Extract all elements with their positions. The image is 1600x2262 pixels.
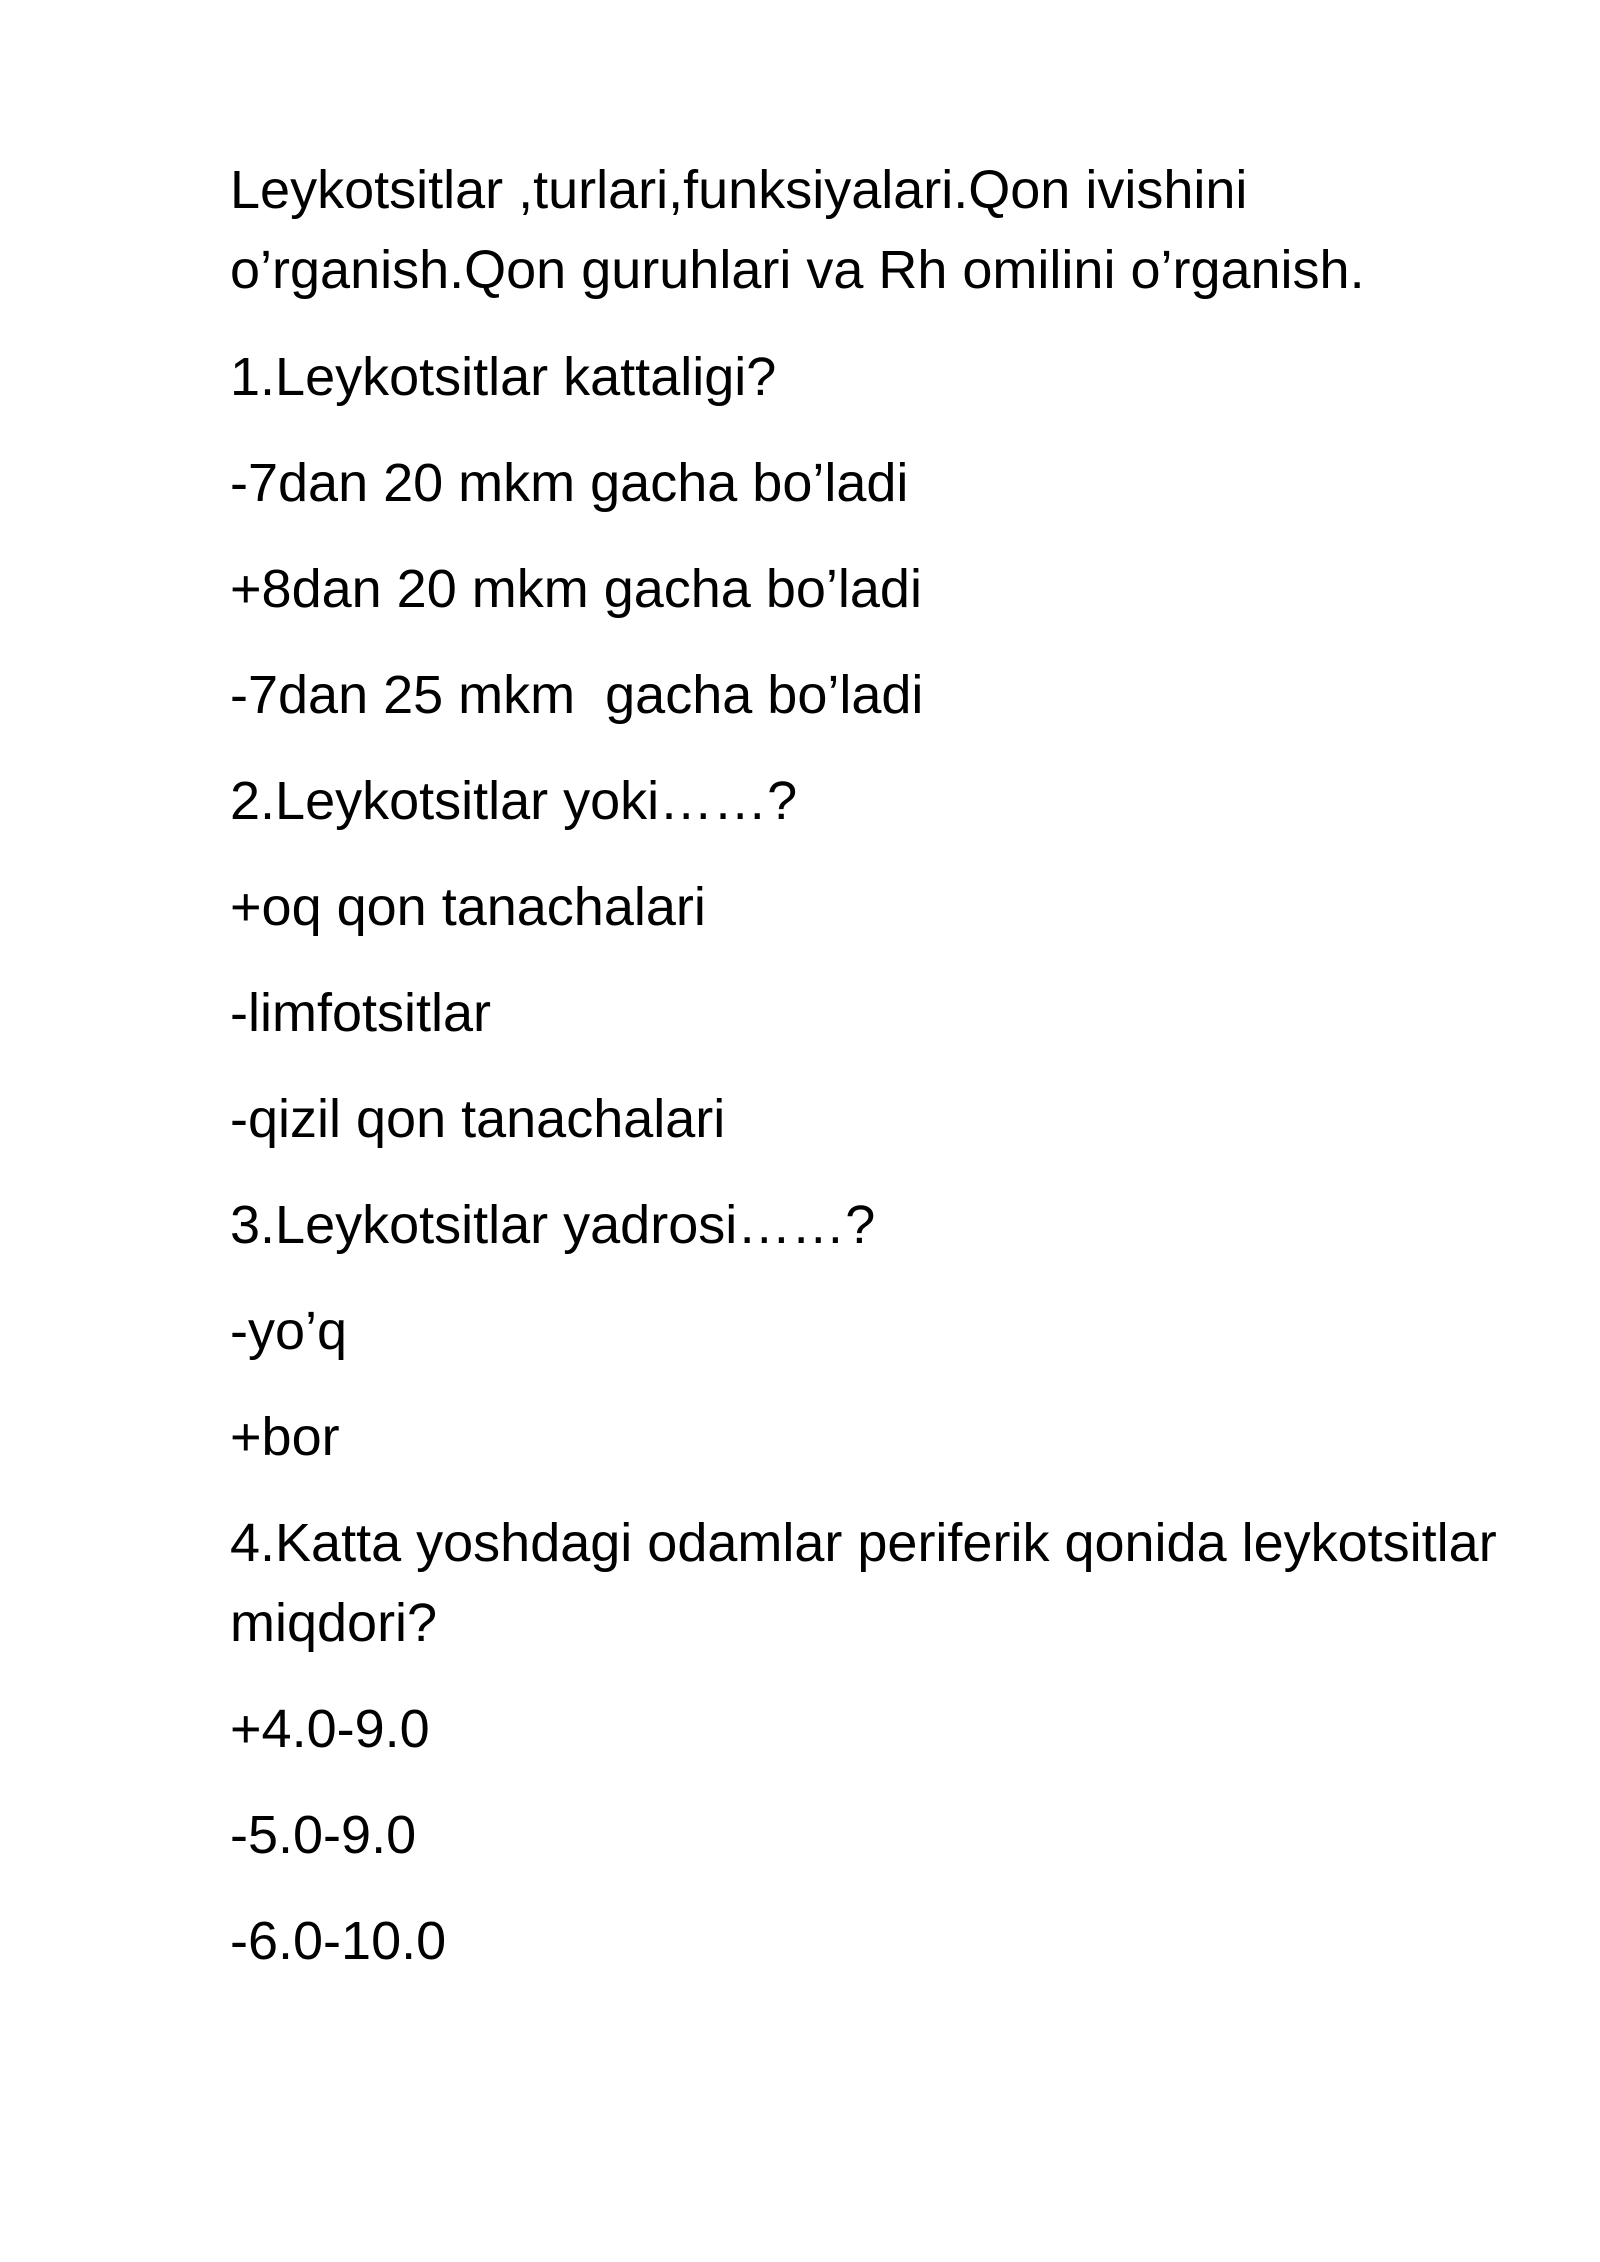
answer-option-correct: +4.0-9.0 bbox=[230, 1699, 430, 1759]
answer-option: -5.0-9.0 bbox=[230, 1805, 417, 1865]
answer-option: -yo’q bbox=[230, 1301, 348, 1361]
question-1: 1.Leykotsitlar kattaligi? bbox=[230, 347, 777, 407]
question-3: 3.Leykotsitlar yadrosi……? bbox=[230, 1195, 876, 1255]
document-title: Leykotsitlar ,turlari,funksiyalari.Qon ivishini o’rganish.Qon guruhlari va Rh omilini o’rganish. bbox=[230, 160, 1365, 300]
question-4: 4.Katta yoshdagi odamlar periferik qonida leykotsitlar miqdori? bbox=[230, 1513, 1497, 1653]
document-content bbox=[230, 150, 1510, 1994]
answer-option: -6.0-10.0 bbox=[230, 1911, 447, 1971]
question-2: 2.Leykotsitlar yoki……? bbox=[230, 771, 798, 831]
answer-option: -7dan 25 mkm gacha bo’ladi bbox=[230, 665, 924, 725]
answer-option-correct: +oq qon tanachalari bbox=[230, 877, 706, 937]
answer-option: -7dan 20 mkm gacha bo’ladi bbox=[230, 453, 909, 513]
answer-option: -limfotsitlar bbox=[230, 983, 492, 1043]
answer-option-correct: +8dan 20 mkm gacha bo’ladi bbox=[230, 559, 922, 619]
answer-option-correct: +bor bbox=[230, 1407, 340, 1467]
answer-option: -qizil qon tanachalari bbox=[230, 1089, 726, 1149]
